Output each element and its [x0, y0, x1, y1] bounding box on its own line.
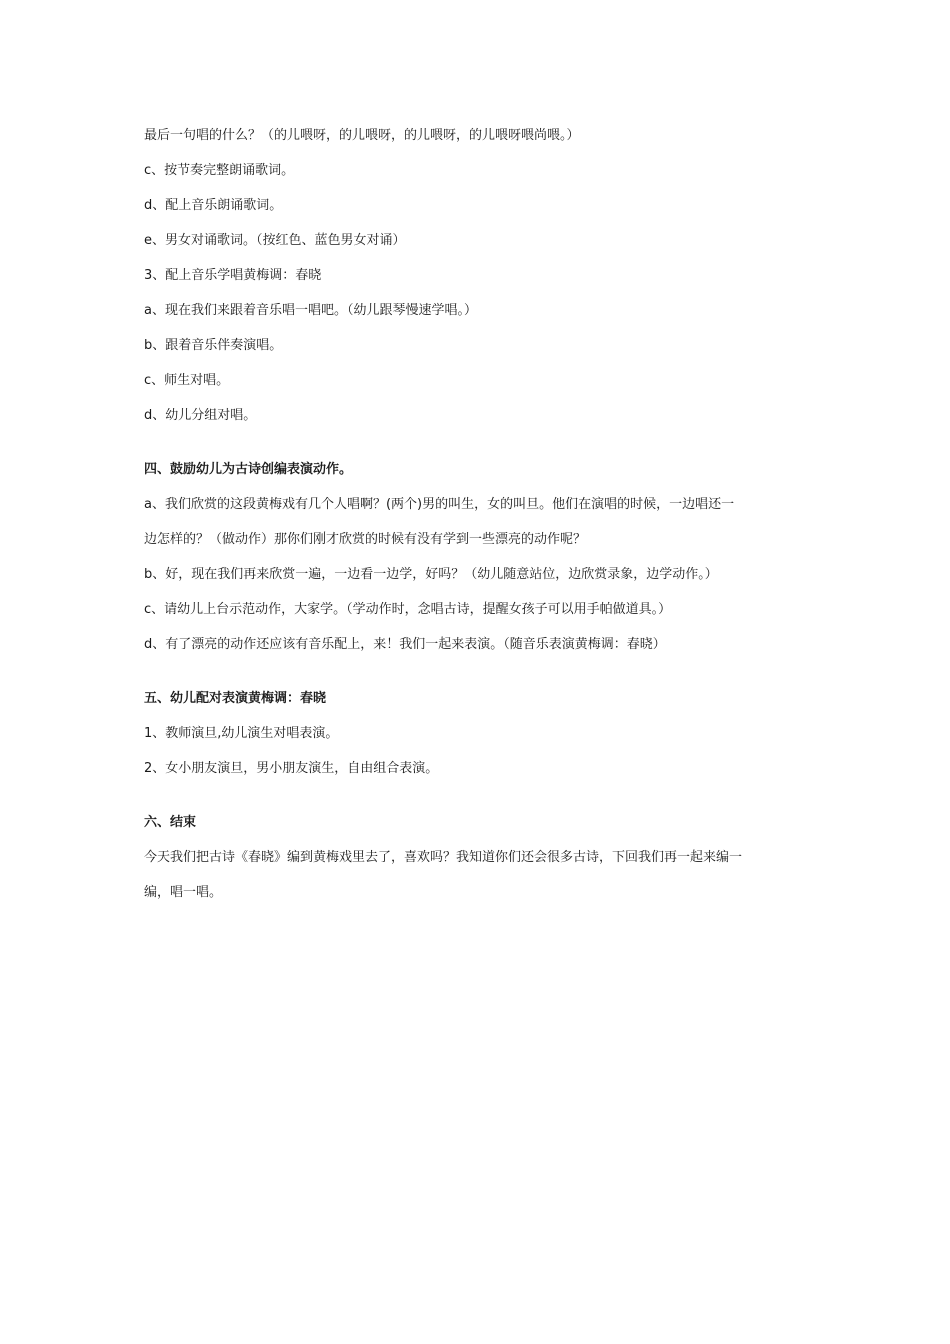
section-heading-6: 六、结束	[144, 815, 197, 830]
text-line-step-c: c、按节奏完整朗诵歌词。	[144, 163, 295, 178]
text-line-section-3: 3、配上音乐学唱黄梅调：春晓	[144, 268, 322, 283]
text-line-4a-cont: 边怎样的？（做动作）那你们刚才欣赏的时候有没有学到一些漂亮的动作呢？	[144, 532, 587, 547]
text-line-3b: b、跟着音乐伴奏演唱。	[144, 338, 283, 353]
text-line-4d: d、有了漂亮的动作还应该有音乐配上，来！我们一起来表演。（随音乐表演黄梅调：春晓）	[144, 637, 666, 652]
text-line-step-d: d、配上音乐朗诵歌词。	[144, 198, 283, 213]
text-line-4b: b、好，现在我们再来欣赏一遍，一边看一边学，好吗？（幼儿随意站位，边欣赏录象，边学动作。）	[144, 567, 718, 582]
text-line-3c: c、师生对唱。	[144, 373, 230, 388]
text-line-step-e: e、男女对诵歌词。（按红色、蓝色男女对诵）	[144, 233, 406, 248]
text-line-4c: c、请幼儿上台示范动作，大家学。（学动作时，念唱古诗，提醒女孩子可以用手帕做道具。）	[144, 602, 672, 617]
section-heading-5: 五、幼儿配对表演黄梅调：春晓	[144, 691, 327, 706]
text-line-6-para: 今天我们把古诗《春晓》编到黄梅戏里去了，喜欢吗？我知道你们还会很多古诗，下回我们再一起来编一	[144, 850, 743, 865]
section-heading-4: 四、鼓励幼儿为古诗创编表演动作。	[144, 462, 353, 477]
text-line-3d: d、幼儿分组对唱。	[144, 408, 257, 423]
text-line-final-sentence: 最后一句唱的什么？（的儿喂呀，的儿喂呀，的儿喂呀，的儿喂呀喂尚喂。）	[144, 128, 580, 143]
text-line-3a: a、现在我们来跟着音乐唱一唱吧。（幼儿跟琴慢速学唱。）	[144, 303, 477, 318]
text-line-6-para-cont: 编，唱一唱。	[144, 885, 223, 900]
text-line-5-1: 1、教师演旦,幼儿演生对唱表演。	[144, 726, 339, 741]
text-line-4a: a、我们欣赏的这段黄梅戏有几个人唱啊？(两个)男的叫生，女的叫旦。他们在演唱的时候，一边唱还一	[144, 497, 735, 512]
text-line-5-2: 2、女小朋友演旦，男小朋友演生，自由组合表演。	[144, 761, 439, 776]
